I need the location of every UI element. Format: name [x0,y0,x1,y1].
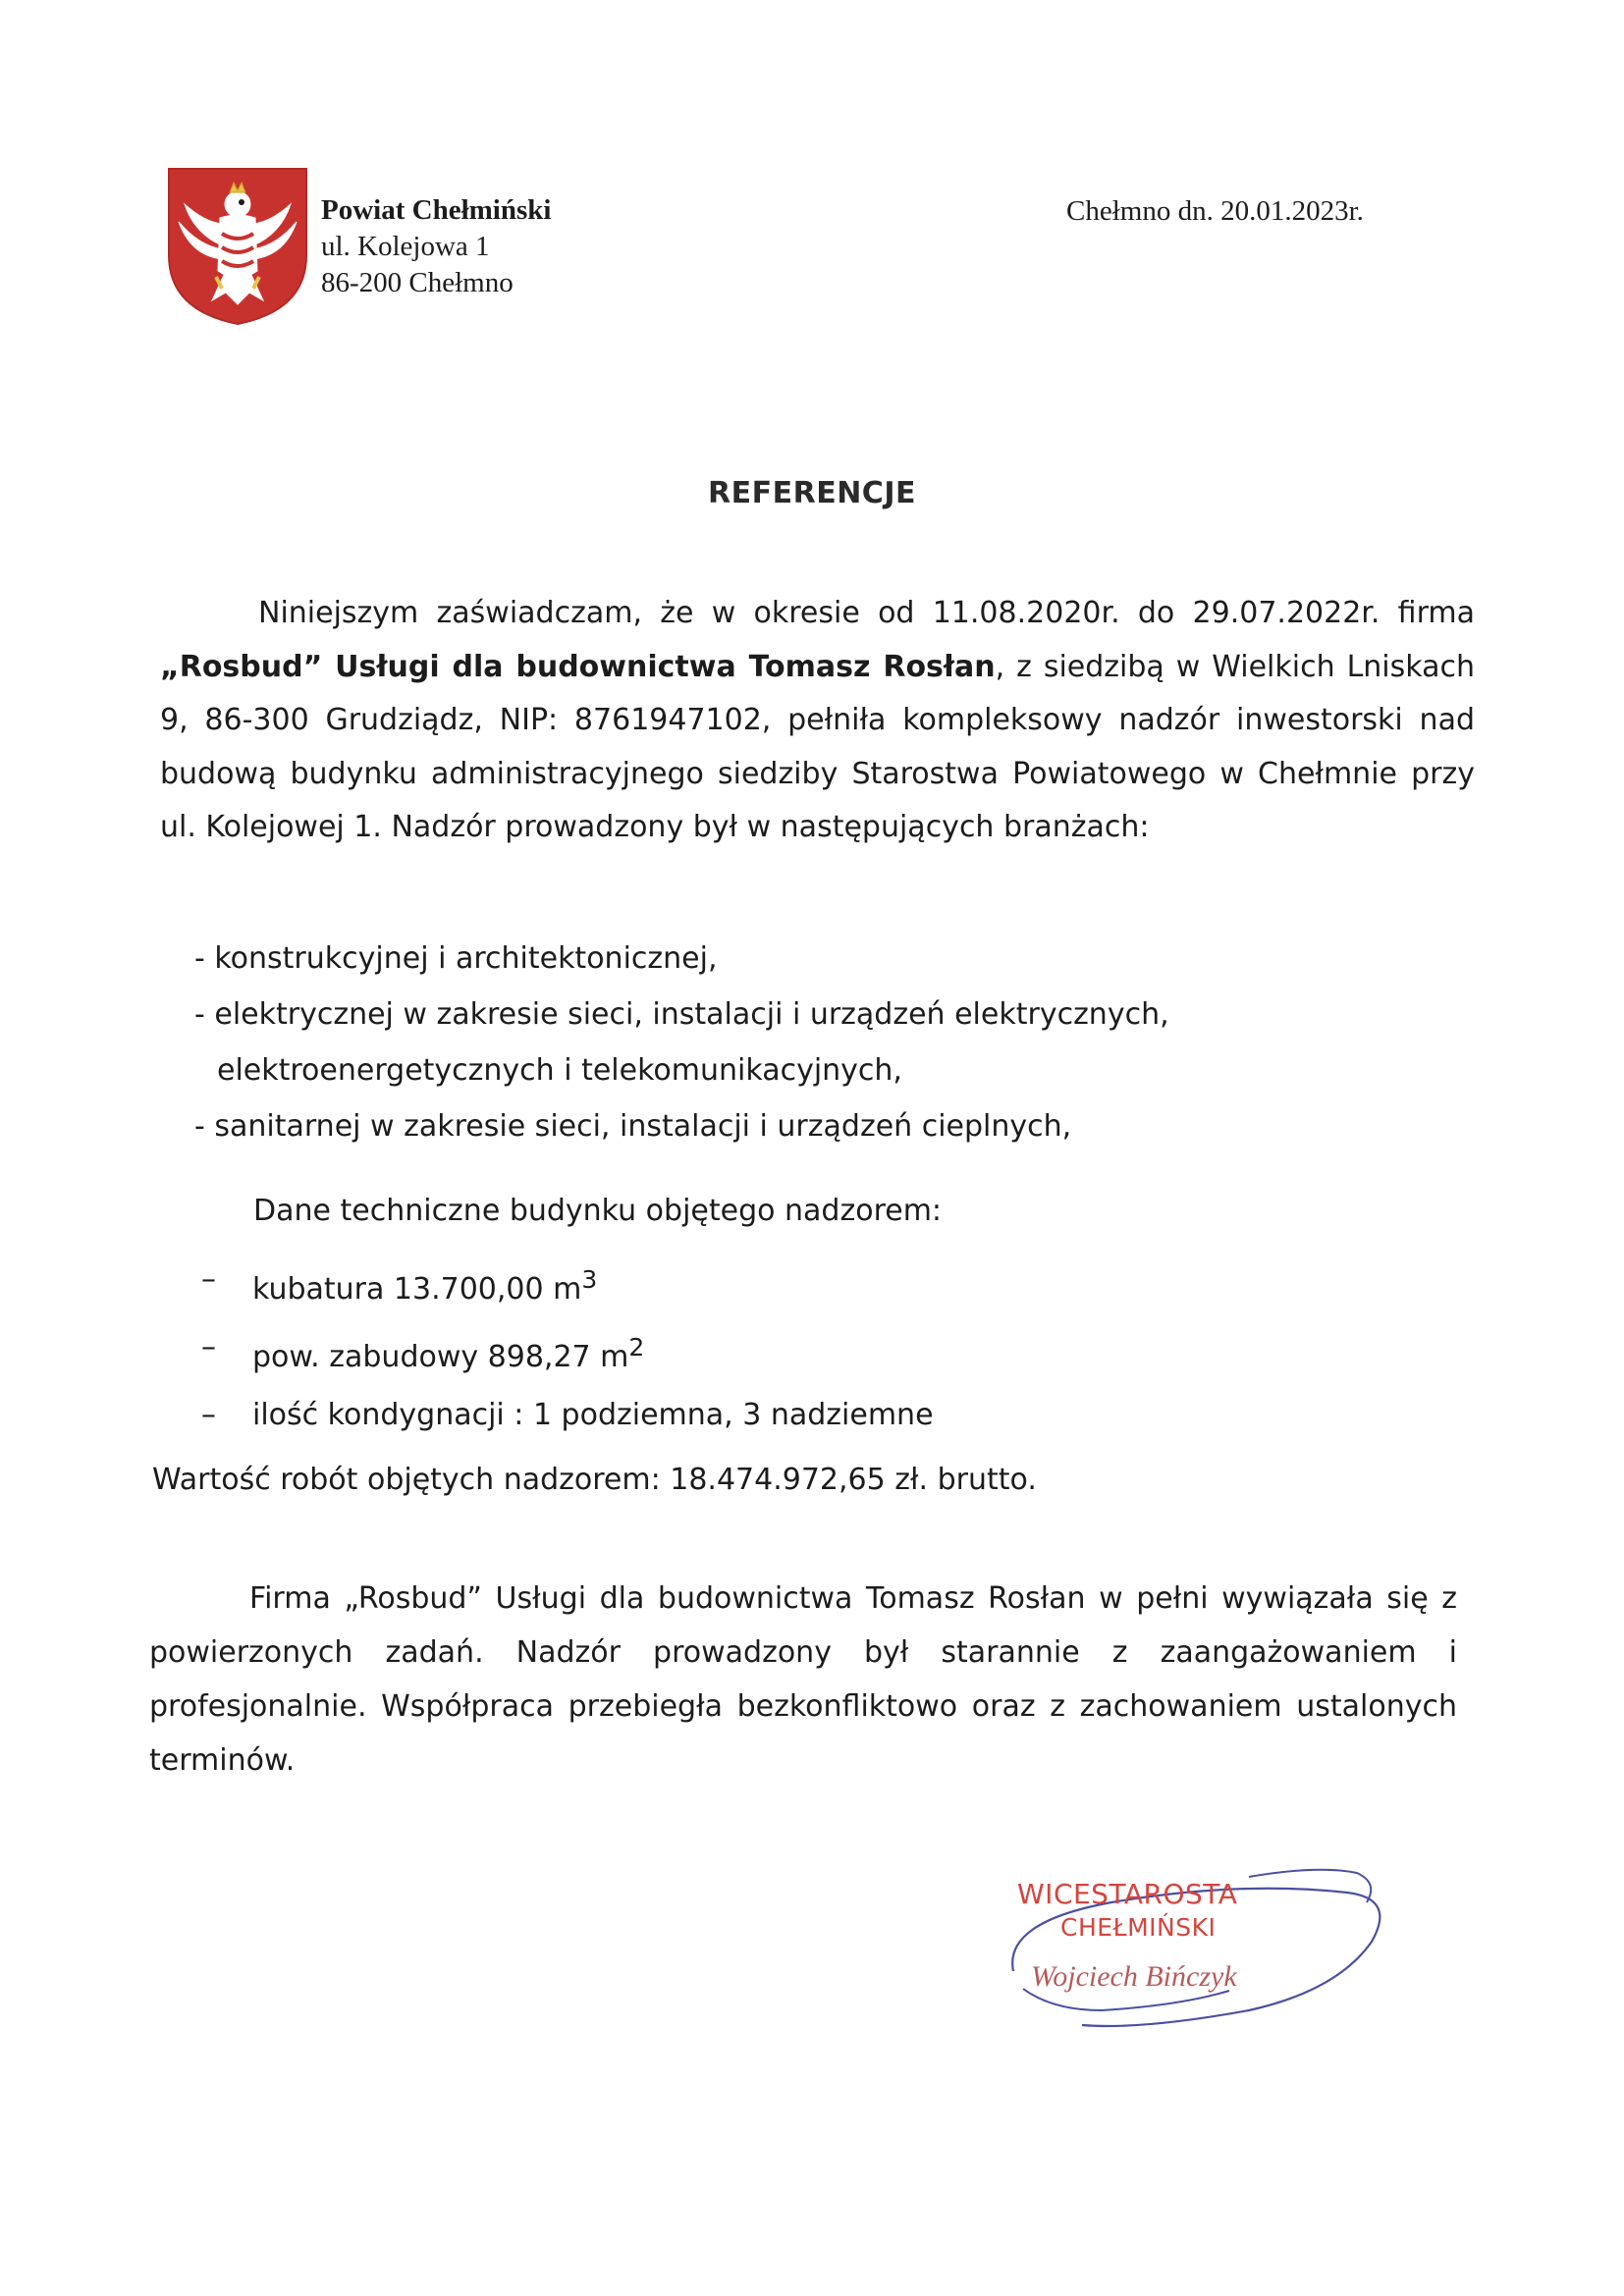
area-unit-sup: 2 [628,1333,645,1362]
list-dash: – [201,1262,216,1297]
body-paragraph-2 [149,1572,1457,1788]
branches-list [194,931,1169,1154]
volume-text: kubatura 13.700,00 m [252,1272,582,1307]
volume-unit-sup: 3 [581,1265,598,1294]
body-paragraph-1 [160,587,1475,855]
stamp-subtitle: CHEŁMIŃSKI [1060,1913,1217,1942]
area-text: pow. zabudowy 898,27 m [252,1340,629,1374]
coat-of-arms-logo [165,165,310,328]
stamp-signatory-name: Wojciech Bińczyk [1031,1960,1237,1993]
branch-item-continuation: elektroenergetycznych i telekomunikacyjnych, [217,1053,902,1088]
org-name: Powiat Chełmiński [321,194,552,226]
technical-item [201,1251,934,1318]
technical-data-list [201,1251,934,1444]
sender-address [321,192,551,301]
technical-data-heading: Dane techniczne budynku objętego nadzorem: [253,1194,943,1228]
branch-item: - sanitarnej w zakresie sieci, instalacji i urządzeń cieplnych, [194,1109,1072,1144]
list-dash: – [201,1330,216,1364]
technical-item [201,1318,934,1386]
branch-item: - elektrycznej w zakresie sieci, instalacji i urządzeń elektrycznych, [194,997,1169,1032]
para2-text: Firma „Rosbud” Usługi dla budownictwa Tomasz Rosłan w pełni wywiązała się z powierzonych zadań. Nadzór prowadzony był starannie z zaangażowaniem i profesjonalnie. Współpraca przebiegła bezkonfliktowo oraz z zachowaniem ustalonych terminów. [149,1581,1457,1778]
para1-rest: , z siedzibą w Wielkich Lniskach 9, 86-300 Grudziądz, NIP: 8761947102, pełniła kompleksowy nadzór inwestorski nad budową budynku administracyjnego siedziby Starostwa Powiatowego w Chełmnie przy ul. Kolejowej 1. Nadzór prowadzony był w następujących branżach: [160,649,1475,844]
company-name: „Rosbud” Usługi dla budownictwa Tomasz Rosłan [160,649,996,684]
technical-item [201,1386,934,1444]
stamp-title: WICESTAROSTA [1017,1878,1238,1910]
org-street: ul. Kolejowa 1 [321,231,490,262]
para1-lead: Niniejszym zaświadczam, że w okresie od 11.08.2020r. do 29.07.2022r. firma [258,596,1475,630]
document-title: REFERENCJE [708,476,916,510]
branch-item: - konstrukcyjnej i architektonicznej, [194,941,718,976]
list-dash: – [201,1398,216,1432]
document-date: Chełmno dn. 20.01.2023r. [1066,195,1364,227]
org-city: 86-200 Chełmno [321,267,514,298]
works-value-line: Wartość robót objętych nadzorem: 18.474.972,65 zł. brutto. [152,1463,1037,1497]
storeys-text: ilość kondygnacji : 1 podziemna, 3 nadziemne [252,1398,934,1432]
